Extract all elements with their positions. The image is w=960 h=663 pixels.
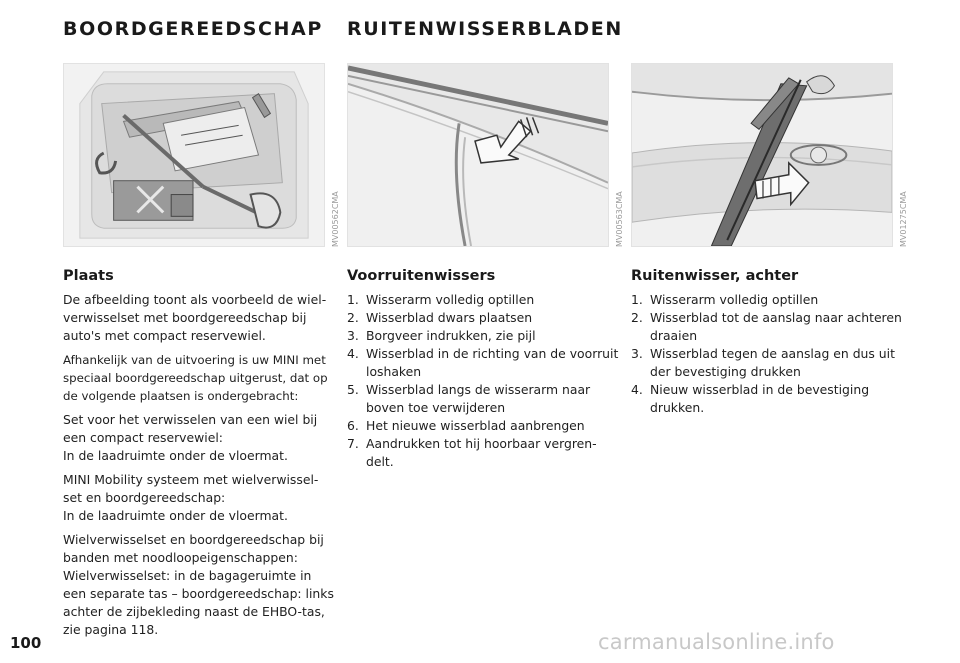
- list-item: [347, 345, 629, 381]
- step-number: 5.: [347, 382, 359, 397]
- plaats-paragraph-1: [63, 291, 341, 345]
- plaats-paragraph-2: [63, 351, 341, 405]
- text-line: zie pagina 118.: [63, 622, 159, 637]
- figure-code: MV00563CMA: [615, 191, 624, 247]
- plaats-paragraph-3: [63, 411, 341, 465]
- step-number: 6.: [347, 418, 359, 433]
- list-item: [631, 309, 911, 345]
- text-line: Wisserarm volledig optillen: [366, 292, 535, 307]
- list-item: [631, 345, 911, 381]
- figure-code: MV01275CMA: [899, 191, 908, 247]
- text-line: Wisserblad in de richting van de voorruit: [366, 346, 619, 361]
- front-wiper-illustration: [347, 63, 609, 247]
- text-line: Wisserarm volledig optillen: [650, 292, 819, 307]
- text-line: boven toe verwijderen: [366, 400, 506, 415]
- list-item: [631, 291, 911, 309]
- plaats-paragraph-4: [63, 471, 341, 525]
- list-item: [347, 435, 629, 471]
- text-line: Wisserblad dwars plaatsen: [366, 310, 533, 325]
- text-line: Nieuw wisserblad in de bevestiging: [650, 382, 870, 397]
- voorruit-steps-list: [347, 291, 629, 471]
- text-line: een compact reservewiel:: [63, 430, 223, 445]
- list-item: [631, 381, 911, 417]
- text-line: banden met noodloopeigenschappen:: [63, 550, 298, 565]
- step-number: 1.: [347, 292, 359, 307]
- text-line: Wisserblad langs de wisserarm naar: [366, 382, 591, 397]
- voorruitenwissers-section: [347, 267, 629, 471]
- text-line: De afbeelding toont als voorbeeld de wiel-: [63, 292, 327, 307]
- text-line: In de laadruimte onder de vloermat.: [63, 508, 288, 523]
- text-line: Het nieuwe wisserblad aanbrengen: [366, 418, 585, 433]
- rear-wiper-illustration: [631, 63, 893, 247]
- text-line: auto's met compact reservewiel.: [63, 328, 266, 343]
- text-line: Wisserblad tot de aanslag naar achteren: [650, 310, 902, 325]
- plaats-section: [63, 267, 341, 645]
- step-number: 3.: [631, 346, 643, 361]
- section-heading-ruitenwisserbladen: RUITENWISSERBLADEN: [347, 18, 623, 40]
- text-line: set en boordgereedschap:: [63, 490, 226, 505]
- text-line: Wisserblad tegen de aanslag en dus uit: [650, 346, 895, 361]
- text-line: Wielverwisselset: in de bagageruimte in: [63, 568, 312, 583]
- step-number: 1.: [631, 292, 643, 307]
- text-line: draaien: [650, 328, 698, 343]
- step-number: 2.: [631, 310, 643, 325]
- list-item: [347, 291, 629, 309]
- text-line: der bevestiging drukken: [650, 364, 801, 379]
- text-line: de volgende plaatsen is ondergebracht:: [63, 389, 299, 403]
- text-line: loshaken: [366, 364, 422, 379]
- achter-steps-list: [631, 291, 911, 417]
- step-number: 4.: [347, 346, 359, 361]
- list-item: [347, 327, 629, 345]
- text-line: MINI Mobility systeem met wielverwissel-: [63, 472, 319, 487]
- text-line: In de laadruimte onder de vloermat.: [63, 448, 288, 463]
- ruitenwisser-achter-section: [631, 267, 911, 417]
- list-item: [347, 381, 629, 417]
- text-line: delt.: [366, 454, 394, 469]
- step-number: 4.: [631, 382, 643, 397]
- text-line: een separate tas – boordgereedschap: links: [63, 586, 334, 601]
- step-number: 7.: [347, 436, 359, 451]
- text-line: achter de zijbekleding naast de EHBO-tas,: [63, 604, 325, 619]
- ruitenwisser-achter-heading: Ruitenwisser, achter: [631, 268, 799, 284]
- figure-code: MV00562CMA: [331, 191, 340, 247]
- list-item: [347, 309, 629, 327]
- plaats-paragraph-5: [63, 531, 341, 639]
- watermark-text: carmanualsonline.info: [598, 630, 835, 654]
- text-line: Set voor het verwisselen van een wiel bij: [63, 412, 318, 427]
- text-line: drukken.: [650, 400, 705, 415]
- section-heading-boordgereedschap: BOORDGEREEDSCHAP: [63, 18, 323, 40]
- plaats-heading: Plaats: [63, 268, 114, 284]
- toolkit-illustration: [63, 63, 325, 247]
- text-line: Aandrukken tot hij hoorbaar vergren-: [366, 436, 597, 451]
- text-line: speciaal boordgereedschap uitgerust, dat op: [63, 371, 328, 385]
- step-number: 2.: [347, 310, 359, 325]
- page-number: 100: [10, 634, 42, 652]
- text-line: Borgveer indrukken, zie pijl: [366, 328, 536, 343]
- text-line: verwisselset met boordgereedschap bij: [63, 310, 307, 325]
- text-line: Afhankelijk van de uitvoering is uw MINI met: [63, 353, 326, 367]
- list-item: [347, 417, 629, 435]
- step-number: 3.: [347, 328, 359, 343]
- text-line: Wielverwisselset en boordgereedschap bij: [63, 532, 324, 547]
- voorruitenwissers-heading: Voorruitenwissers: [347, 268, 496, 284]
